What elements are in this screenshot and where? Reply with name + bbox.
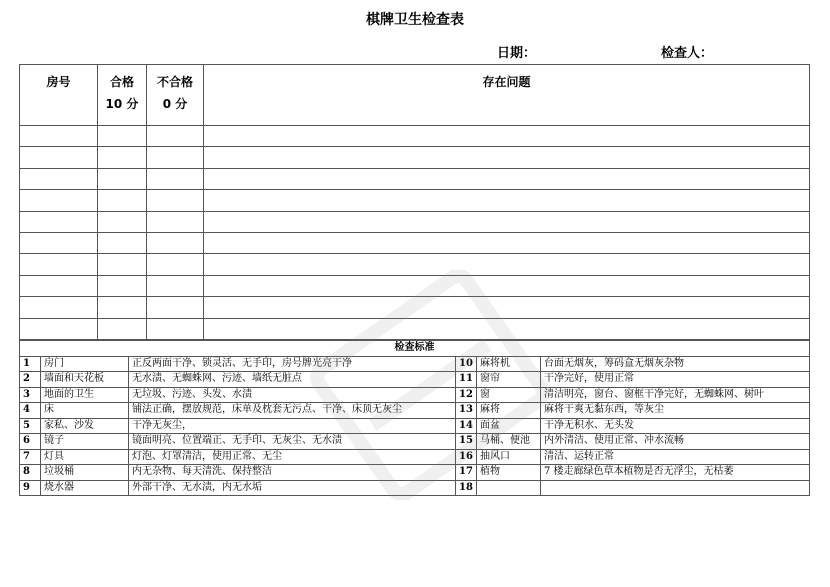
standard-criteria: 镜面明亮、位置端正、无手印、无灰尘、无水渍 [129,434,456,450]
standard-number: 18 [456,480,477,496]
inspector-label: 检查人： [661,46,714,61]
standard-number: 11 [456,372,477,388]
standard-number: 16 [456,449,477,465]
issues-cell[interactable] [204,318,810,339]
standard-criteria: 清洁、运转正常 [541,449,810,465]
standard-row [20,403,810,419]
fail-header-label: 不合格 [156,75,193,89]
standard-row [20,418,810,434]
standard-item: 家私、沙发 [41,418,129,434]
standard-item: 面盆 [477,418,541,434]
pass-cell[interactable] [98,190,147,211]
standard-item: 烧水器 [41,480,129,496]
standard-criteria: 无水渍、无蜘蛛网、污迹、墙纸无脏点 [129,372,456,388]
standard-item: 窗 [477,387,541,403]
standard-item: 房门 [41,356,129,372]
standard-item: 床 [41,403,129,419]
standard-row [20,387,810,403]
fail-score-label: 0 分 [162,97,188,111]
standard-number: 17 [456,465,477,481]
standard-criteria: 内无杂物、每天清洗、保持整洁 [129,465,456,481]
fail-cell[interactable] [147,232,204,253]
fail-cell[interactable] [147,147,204,168]
fail-cell[interactable] [147,318,204,339]
header-row [20,65,810,126]
room-cell[interactable] [20,254,98,275]
standard-item: 灯具 [41,449,129,465]
standard-number: 14 [456,418,477,434]
standard-item: 植物 [477,465,541,481]
standard-criteria: 干净无积水、无头发 [541,418,810,434]
issues-cell[interactable] [204,147,810,168]
standard-item [477,480,541,496]
fail-cell[interactable] [147,211,204,232]
standards-caption-row [20,341,810,357]
standard-number: 10 [456,356,477,372]
pass-header [98,65,147,126]
standard-number: 4 [20,403,41,419]
standard-number: 1 [20,356,41,372]
pass-cell[interactable] [98,211,147,232]
standard-item: 窗帘 [477,372,541,388]
room-header [20,65,98,126]
standard-criteria: 干净无灰尘， [129,418,456,434]
issues-cell[interactable] [204,254,810,275]
table-row [20,318,810,339]
table-row [20,297,810,318]
standard-number: 12 [456,387,477,403]
pass-cell[interactable] [98,318,147,339]
room-cell[interactable] [20,232,98,253]
standard-criteria: 7 楼走廊绿色草本植物是否无浮尘，无枯萎 [541,465,810,481]
pass-score-label: 10 分 [105,97,139,111]
standard-criteria: 正反两面干净、锁灵活、无手印，房号牌光亮干净 [129,356,456,372]
room-cell[interactable] [20,211,98,232]
fail-cell[interactable] [147,126,204,147]
pass-cell[interactable] [98,168,147,189]
standard-item: 麻将机 [477,356,541,372]
inspection-table [19,64,810,340]
standard-number: 3 [20,387,41,403]
issues-cell[interactable] [204,168,810,189]
standards-caption: 检查标准 [20,341,810,357]
issues-header-label: 存在问题 [482,75,531,89]
standard-criteria: 铺法正确，摆放规范，床单及枕套无污点、干净、床顶无灰尘 [129,403,456,419]
date-label: 日期： [497,46,537,61]
standard-criteria: 麻将干爽无黏东西，等灰尘 [541,403,810,419]
room-cell[interactable] [20,318,98,339]
standard-item: 抽风口 [477,449,541,465]
issues-cell[interactable] [204,190,810,211]
issues-cell[interactable] [204,297,810,318]
standard-number: 2 [20,372,41,388]
standard-item: 麻将 [477,403,541,419]
standard-item: 镜子 [41,434,129,450]
fail-cell[interactable] [147,190,204,211]
fail-header [147,65,204,126]
standard-row [20,465,810,481]
standard-number: 8 [20,465,41,481]
room-cell[interactable] [20,126,98,147]
table-row [20,232,810,253]
room-cell[interactable] [20,147,98,168]
standard-number: 7 [20,449,41,465]
standard-criteria: 无垃圾、污迹、头发、水渍 [129,387,456,403]
pass-cell[interactable] [98,232,147,253]
standard-number: 5 [20,418,41,434]
table-row [20,168,810,189]
pass-header-label: 合格 [109,75,134,89]
issues-cell[interactable] [204,211,810,232]
standard-item: 墙面和天花板 [41,372,129,388]
room-header-label: 房号 [46,75,71,89]
standard-row [20,434,810,450]
room-cell[interactable] [20,297,98,318]
standards-table [19,340,810,496]
fail-cell[interactable] [147,297,204,318]
standard-criteria: 内外清洁、使用正常、冲水流畅 [541,434,810,450]
standard-criteria: 清洁明亮，窗台、窗框干净完好，无蜘蛛网、树叶 [541,387,810,403]
table-row [20,211,810,232]
room-cell[interactable] [20,168,98,189]
issues-cell[interactable] [204,275,810,296]
table-row [20,254,810,275]
pass-cell[interactable] [98,147,147,168]
table-row [20,275,810,296]
standard-number: 13 [456,403,477,419]
page-title: 棋牌卫生检查表 [366,12,464,28]
pass-cell[interactable] [98,297,147,318]
fail-cell[interactable] [147,254,204,275]
standard-criteria: 台面无烟灰，筹码盒无烟灰杂物 [541,356,810,372]
standard-row [20,356,810,372]
pass-cell[interactable] [98,254,147,275]
fail-cell[interactable] [147,275,204,296]
table-row [20,147,810,168]
standard-row [20,480,810,496]
standard-item: 地面的卫生 [41,387,129,403]
standard-number: 9 [20,480,41,496]
standard-row [20,372,810,388]
room-cell[interactable] [20,275,98,296]
issues-header [204,65,810,126]
standard-item: 垃圾桶 [41,465,129,481]
issues-cell[interactable] [204,126,810,147]
table-row [20,126,810,147]
room-cell[interactable] [20,190,98,211]
standard-criteria: 干净完好，使用正常 [541,372,810,388]
standard-row [20,449,810,465]
standard-criteria: 灯泡、灯罩清洁，使用正常、无尘 [129,449,456,465]
pass-cell[interactable] [98,275,147,296]
standard-item: 马桶、便池 [477,434,541,450]
issues-cell[interactable] [204,232,810,253]
fail-cell[interactable] [147,168,204,189]
standard-number: 6 [20,434,41,450]
standard-criteria [541,480,810,496]
table-row [20,190,810,211]
pass-cell[interactable] [98,126,147,147]
standard-criteria: 外部干净、无水渍，内无水垢 [129,480,456,496]
standard-number: 15 [456,434,477,450]
